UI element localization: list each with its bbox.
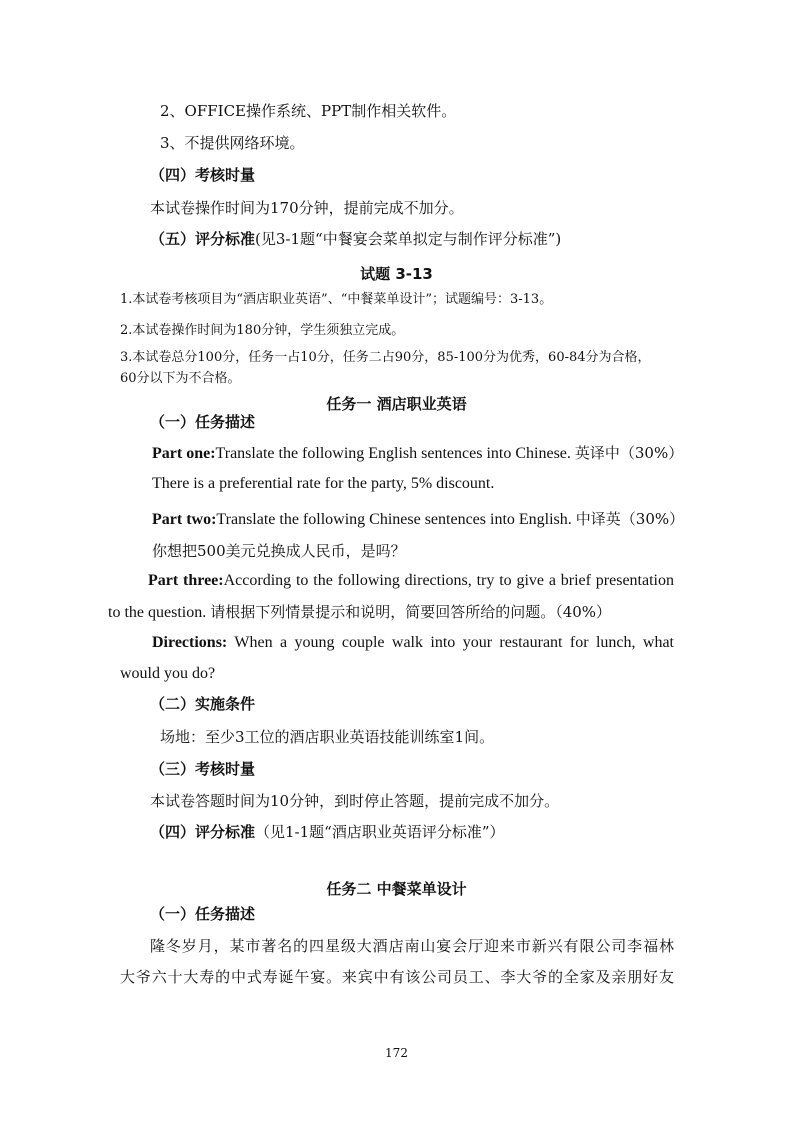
task-one-heading-conditions: （二）实施条件: [150, 695, 256, 713]
equipment-item-3: 3、不提供网络环境。: [160, 134, 305, 152]
conditions-text: 场地：至少3工位的酒店职业英语技能训练室1间。: [160, 728, 495, 746]
part-two-cn: 中译英（30%）: [575, 510, 685, 528]
part-three-line-1: [148, 571, 674, 591]
scoring-standard-note: (见3-1题“中餐宴会菜单拟定与制作评分标准”): [255, 230, 562, 248]
page-number: 172: [385, 1046, 408, 1060]
part-three-instruction: According to the following directions, try to give a brief presentation: [223, 572, 674, 589]
task-one-title: 任务一 酒店职业英语: [326, 395, 467, 413]
note-3-line-1: 3.本试卷总分100分，任务一占10分，任务二占90分，85-100分为优秀，60-84分为合格，: [120, 350, 651, 365]
directions-label: Directions:: [152, 634, 228, 651]
part-three-label: Part three:: [148, 572, 224, 589]
note-3-line-2: 60分以下为不合格。: [120, 371, 241, 386]
part-one-instruction: Translate the following English sentences into Chinese.: [215, 445, 571, 462]
part-two-instruction: Translate the following Chinese sentences into English.: [216, 511, 572, 528]
part-one-line: [152, 443, 683, 464]
task-two-heading-description: （一）任务描述: [150, 905, 256, 923]
part-two-sentence: 你想把500美元兑换成人民币，是吗？: [152, 542, 406, 560]
part-two-line: [152, 509, 684, 530]
scoring-standard-line: [150, 229, 561, 249]
exam-title: 试题 3-13: [360, 265, 433, 283]
note-2: 2.本试卷操作时间为180分钟，学生须独立完成。: [120, 323, 405, 338]
part-three-line-2-cn: 请根据下列情景提示和说明，简要回答所给的问题。（40%）: [210, 603, 612, 621]
part-one-sentence: There is a preferential rate for the party, 5% discount.: [152, 475, 495, 492]
task-one-heading-time: （三）考核时量: [150, 760, 256, 778]
scenario-line-1: 隆冬岁月，某市著名的四星级大酒店南山宴会厅迎来市新兴有限公司李福林: [150, 937, 674, 955]
part-two-label: Part two:: [152, 511, 217, 528]
equipment-item-2: 2、OFFICE操作系统、PPT制作相关软件。: [160, 102, 457, 120]
task-one-scoring-line: [150, 822, 505, 842]
part-three-line-2-en: to the question.: [108, 604, 207, 621]
note-1: 1.本试卷考核项目为“酒店职业英语”、“中餐菜单设计”；试题编号：3-13。: [120, 292, 553, 307]
task-one-heading-scoring: （四）评分标准: [150, 823, 256, 841]
scenario-line-2: 大爷六十大寿的中式寿诞午宴。来宾中有该公司员工、李大爷的全家及亲朋好友: [120, 968, 674, 986]
part-one-cn: 英译中（30%）: [574, 444, 684, 462]
directions-line-2: would you do?: [120, 665, 216, 682]
directions-text: When a young couple walk into your restaurant for lunch, what: [234, 634, 674, 651]
task-one-heading-description: （一）任务描述: [150, 413, 256, 431]
section-heading-assessment-time: （四）考核时量: [150, 166, 256, 184]
assessment-time-text: 本试卷操作时间为170分钟，提前完成不加分。: [150, 199, 464, 217]
task-two-title: 任务二 中餐菜单设计: [326, 880, 467, 898]
part-three-line-2: [108, 602, 611, 623]
time-text: 本试卷答题时间为10分钟，到时停止答题，提前完成不加分。: [150, 792, 560, 810]
task-one-scoring-note: （见1-1题“酒店职业英语评分标准”）: [255, 823, 505, 841]
part-one-label: Part one:: [152, 445, 216, 462]
directions-line-1: [152, 633, 674, 653]
section-heading-scoring-standard: （五）评分标准: [150, 230, 256, 248]
